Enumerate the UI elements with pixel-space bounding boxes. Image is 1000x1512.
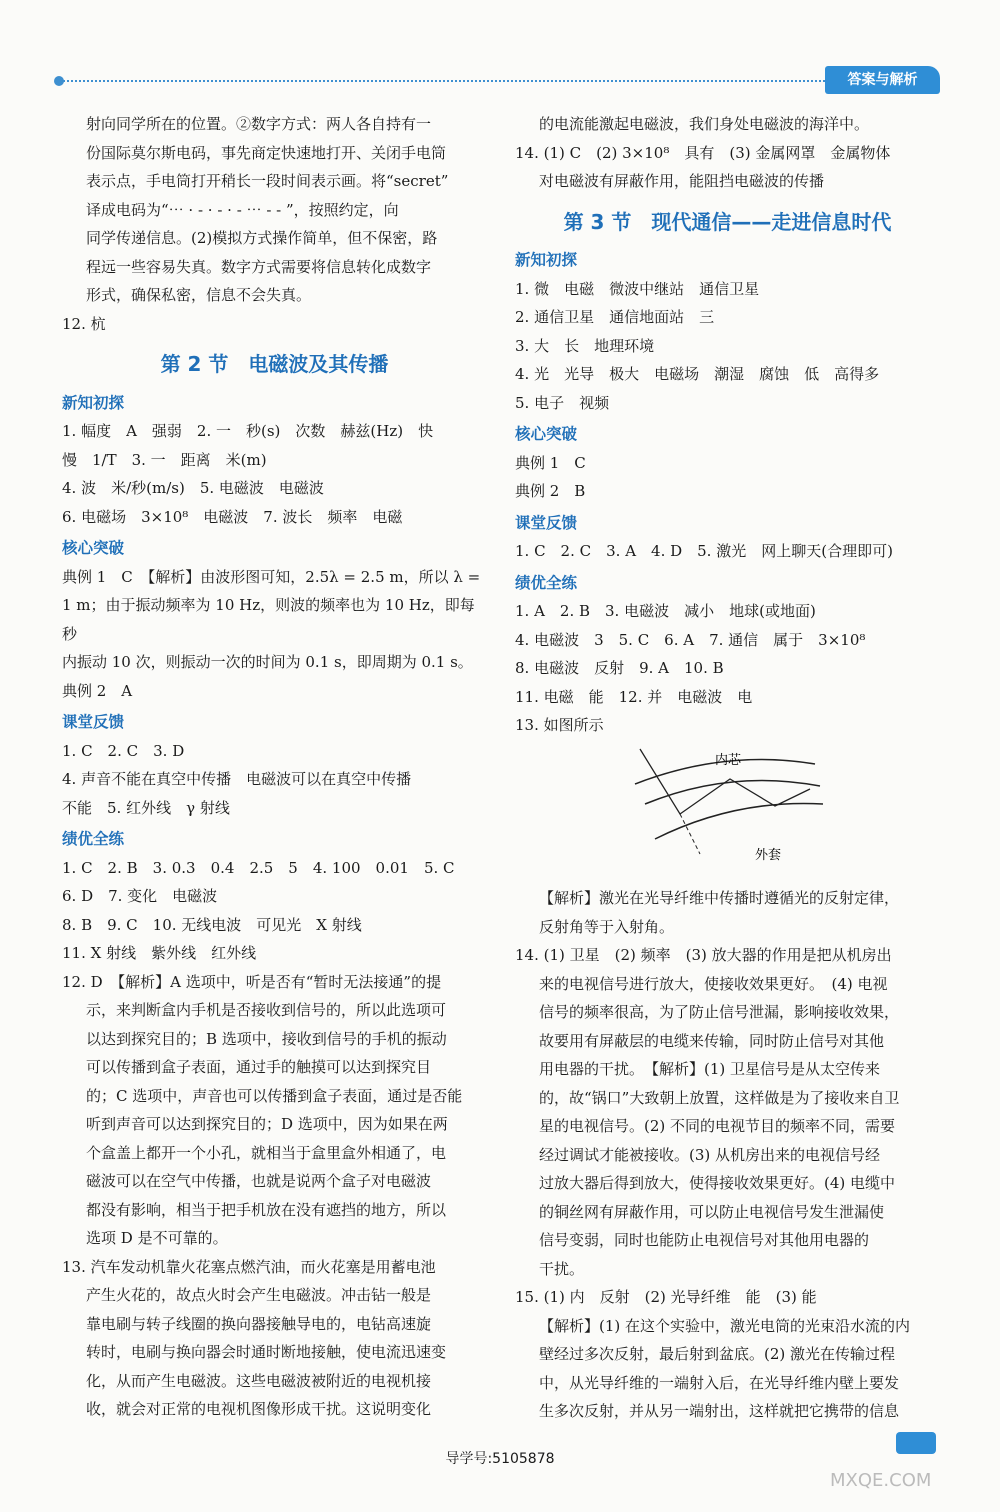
answer-line: 磁波可以在空气中传播，也就是说两个盒子对电磁波 bbox=[86, 1172, 432, 1190]
answer-line: 11. 电磁 能 12. 并 电磁波 电 bbox=[515, 687, 753, 706]
left-column bbox=[62, 110, 487, 1424]
fiber-sheath-label: 外套 bbox=[755, 847, 782, 863]
header-dotted-line bbox=[60, 80, 825, 82]
answer-line: 11. X 射线 紫外线 红外线 bbox=[62, 944, 257, 962]
answer-line: 反射角等于入射角。 bbox=[539, 917, 675, 936]
answer-line: 6. 电磁场 3×10⁸ 电磁波 7. 波长 频率 电磁 bbox=[62, 507, 403, 526]
answer-line: 信号的频率很高，为了防止信号泄漏，影响接收效果， bbox=[539, 1003, 900, 1021]
answer-line: 转时，电刷与换向器会时通时断地接触，使电流迅速变 bbox=[86, 1343, 447, 1361]
answer-line: 的铜丝网有屏蔽作用，可以防止电视信号发生泄漏使 bbox=[539, 1202, 885, 1221]
answer-line: 经过调试才能被接收。(3) 从机房出来的电视信号经 bbox=[539, 1145, 881, 1164]
answer-line: 中，从光导纤维的一端射入后，在光导纤维内壁上要发 bbox=[539, 1373, 900, 1392]
answer-line: 典例 2 B bbox=[515, 482, 586, 500]
answer-line: 1. C 2. C 3. D bbox=[62, 741, 185, 760]
answer-line: 收，就会对正常的电视机图像形成干扰。这说明变化 bbox=[86, 1400, 432, 1418]
answer-line: 14. (1) C (2) 3×10⁸ 具有 (3) 金属网罩 金属物体 bbox=[515, 143, 891, 162]
section-heading: 绩优全练 bbox=[62, 830, 125, 848]
answer-line: 示，来判断盒内手机是否接收到信号的，所以此选项可 bbox=[86, 1001, 447, 1019]
answer-line: 过放大器后得到放大，使得接收效果更好。(4) 电缆中 bbox=[539, 1174, 896, 1192]
normal-line bbox=[680, 814, 700, 854]
answer-line: 听到声音可以达到探究目的；D 选项中，因为如果在两 bbox=[86, 1115, 448, 1133]
section-heading: 课堂反馈 bbox=[62, 713, 125, 731]
answer-line: 靠电刷与转子线圈的换向器接触导电的，电钻高速旋 bbox=[86, 1314, 432, 1333]
answer-line: 产生火花的，故点火时会产生电磁波。冲击钻一般是 bbox=[86, 1286, 432, 1304]
answer-line: 1. 微 电磁 微波中继站 通信卫星 bbox=[515, 279, 760, 298]
answer-line: 4. 电磁波 3 5. C 6. A 7. 通信 属于 3×10⁸ bbox=[515, 630, 866, 649]
answer-line: 生多次反射，并从另一端射出，这样就把它携带的信息 bbox=[539, 1402, 900, 1420]
chapter-title: 第 3 节 现代通信——走进信息时代 bbox=[563, 209, 892, 234]
answer-line: 1. 幅度 A 强弱 2. 一 秒(s) 次数 赫兹(Hz) 快 bbox=[62, 422, 434, 440]
answer-line: 内振动 10 次，则振动一次的时间为 0.1 s，即周期为 0.1 s。 bbox=[62, 653, 473, 671]
answer-line: 选项 D 是不可靠的。 bbox=[86, 1229, 228, 1247]
answer-line: 1 m；由于振动频率为 10 Hz，则波的频率也为 10 Hz，即每秒 bbox=[62, 596, 475, 643]
answer-line: 12. 杭 bbox=[62, 314, 106, 333]
answer-line: 1. C 2. C 3. A 4. D 5. 激光 网上聊天(合理即可) bbox=[515, 542, 893, 560]
answer-line: 化，从而产生电磁波。这些电磁波被附近的电视机接 bbox=[86, 1371, 432, 1390]
section-heading: 绩优全练 bbox=[515, 573, 578, 592]
answer-line: 星的电视信号。(2) 不同的电视节目的频率不同，需要 bbox=[539, 1117, 896, 1135]
section-heading: 核心突破 bbox=[515, 425, 578, 443]
footer-guide-number: 导学号:5105878 bbox=[445, 1451, 555, 1467]
answer-line: 同学传递信息。(2)模拟方式操作简单，但不保密，路 bbox=[86, 229, 438, 247]
answer-line: 慢 1/T 3. 一 距离 米(m) bbox=[62, 450, 267, 469]
answer-line: 以达到探究目的；B 选项中，接收到信号的手机的振动 bbox=[86, 1029, 447, 1048]
answer-line: 射向同学所在的位置。②数字方式：两人各自持有一 bbox=[86, 115, 432, 133]
fiber-core-label: 内芯 bbox=[715, 752, 742, 768]
answer-line: 干扰。 bbox=[539, 1259, 585, 1278]
answer-line: 典例 1 C bbox=[515, 453, 586, 472]
answer-line: 都没有影响，相当于把手机放在没有遮挡的地方，所以 bbox=[86, 1200, 447, 1219]
answer-line: 【解析】(1) 在这个实验中，激光电筒的光束沿水流的内 bbox=[539, 1316, 911, 1335]
answer-line: 对电磁波有屏蔽作用，能阻挡电磁波的传播 bbox=[539, 172, 825, 190]
answer-line: 的电流能激起电磁波，我们身处电磁波的海洋中。 bbox=[539, 115, 870, 133]
header-tab: 答案与解析 bbox=[825, 66, 940, 94]
answer-line: 形式，确保私密，信息不会失真。 bbox=[86, 286, 312, 304]
answer-line: 13. 汽车发动机靠火花塞点燃汽油，而火花塞是用蓄电池 bbox=[62, 1257, 436, 1276]
answer-line: 15. (1) 内 反射 (2) 光导纤维 能 (3) 能 bbox=[515, 1288, 817, 1306]
answer-line: 可以传播到盒子表面，通过手的触摸可以达到探究目 bbox=[86, 1058, 432, 1076]
answer-line: 8. B 9. C 10. 无线电波 可见光 X 射线 bbox=[62, 915, 362, 934]
answer-line: 故要用有屏蔽层的电缆来传输，同时防止信号对其他 bbox=[539, 1031, 885, 1050]
section-heading: 新知初探 bbox=[515, 251, 578, 269]
fiber-outer-bottom bbox=[655, 803, 823, 839]
answer-line: 用电器的干扰。 【解析】(1) 卫星信号是从太空传来 bbox=[539, 1060, 881, 1078]
answer-line: 【解析】激光在光导纤维中传播时遵循光的反射定律， bbox=[539, 889, 900, 907]
answer-line: 来的电视信号进行放大，使接收效果更好。 (4) 电视 bbox=[539, 974, 888, 993]
answer-line: 译成电码为“⋯ · - · - · - ⋯ - - ”，按照约定，向 bbox=[86, 200, 399, 219]
section-heading: 课堂反馈 bbox=[515, 513, 578, 532]
section-heading: 新知初探 bbox=[62, 393, 125, 412]
answer-line: 12. D 【解析】A 选项中，听是否有“暂时无法接通”的提 bbox=[62, 972, 442, 991]
answer-line: 份国际莫尔斯电码，事先商定快速地打开、关闭手电筒 bbox=[86, 143, 447, 162]
answer-line: 5. 电子 视频 bbox=[515, 393, 610, 412]
page-number-box bbox=[896, 1432, 936, 1454]
answer-line: 表示点，手电筒打开稍长一段时间表示画。将“secret” bbox=[86, 172, 449, 190]
answer-line: 1. A 2. B 3. 电磁波 减小 地球(或地面) bbox=[515, 602, 816, 620]
answer-line: 2. 通信卫星 通信地面站 三 bbox=[515, 308, 715, 326]
answer-line: 不能 5. 红外线 γ 射线 bbox=[62, 798, 230, 817]
answer-line: 4. 波 米/秒(m/s) 5. 电磁波 电磁波 bbox=[62, 479, 324, 497]
answer-line: 4. 声音不能在真空中传播 电磁波可以在真空中传播 bbox=[62, 770, 412, 788]
answer-line: 6. D 7. 变化 电磁波 bbox=[62, 887, 218, 905]
answer-line: 壁经过多次反射，最后射到盆底。(2) 激光在传输过程 bbox=[539, 1345, 896, 1363]
answer-line: 14. (1) 卫星 (2) 频率 (3) 放大器的作用是把从机房出 bbox=[515, 946, 892, 964]
right-column bbox=[515, 110, 940, 1426]
answer-line: 个盒盖上都开一个小孔，就相当于盒里盒外相通了，电 bbox=[86, 1143, 447, 1162]
answer-line: 信号变弱，同时也能防止电视信号对其他用电器的 bbox=[539, 1231, 870, 1249]
answer-line: 8. 电磁波 反射 9. A 10. B bbox=[515, 659, 724, 677]
optical-fiber-diagram bbox=[625, 744, 825, 869]
answer-line: 典例 1 C 【解析】由波形图可知，2.5λ = 2.5 m，所以 λ = bbox=[62, 567, 481, 586]
answer-line: 程远一些容易失真。数字方式需要将信息转化成数字 bbox=[86, 257, 432, 276]
answer-line: 1. C 2. B 3. 0.3 0.4 2.5 5 4. 100 0.01 5. C bbox=[62, 858, 455, 877]
watermark: MXQE.COM bbox=[830, 1470, 932, 1491]
answer-line: 4. 光 光导 极大 电磁场 潮湿 腐蚀 低 高得多 bbox=[515, 365, 880, 383]
answer-line: 13. 如图所示 bbox=[515, 716, 604, 734]
answer-line: 的，故“锅口”大致朝上放置，这样做是为了接收来自卫 bbox=[539, 1088, 900, 1107]
chapter-title: 第 2 节 电磁波及其传播 bbox=[160, 352, 389, 376]
answer-line: 的；C 选项中，声音也可以传播到盒子表面，通过是否能 bbox=[86, 1086, 463, 1105]
answer-line: 3. 大 长 地理环境 bbox=[515, 336, 655, 355]
section-heading: 核心突破 bbox=[62, 539, 125, 557]
answer-line: 典例 2 A bbox=[62, 681, 133, 700]
optical-fiber-figure bbox=[625, 744, 940, 879]
